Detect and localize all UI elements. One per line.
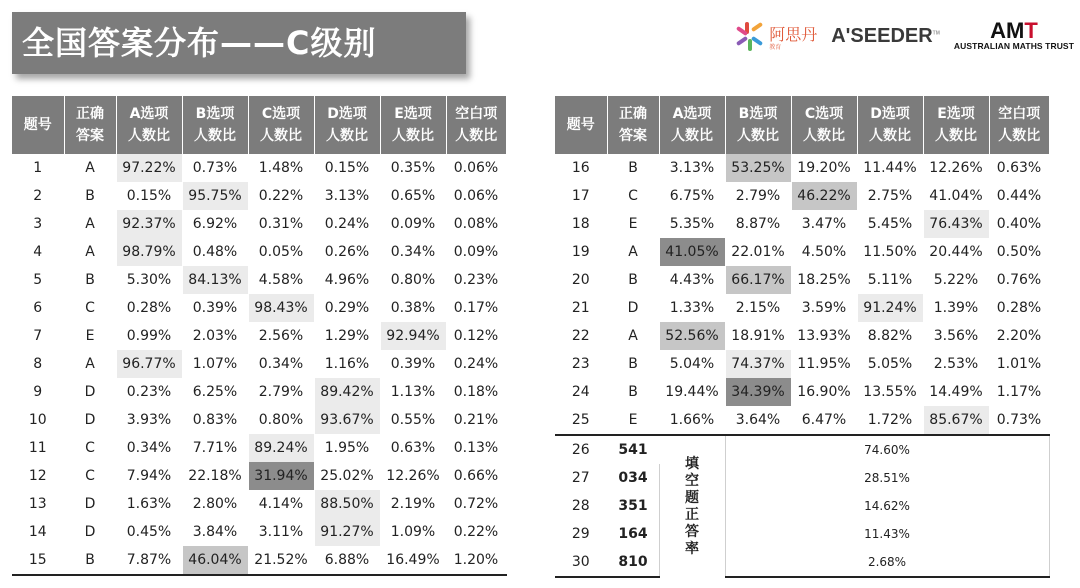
percent-cell: 0.39% — [380, 350, 446, 378]
percent-cell: 6.25% — [182, 378, 248, 406]
percent-cell: 2.79% — [248, 378, 314, 406]
question-number: 13 — [12, 490, 64, 518]
column-header: C选项 人数比 — [791, 96, 857, 154]
percent-cell: 5.22% — [923, 266, 989, 294]
question-number: 29 — [555, 520, 607, 548]
table-row — [12, 546, 506, 575]
question-number: 10 — [12, 406, 64, 434]
percent-cell: 5.04% — [659, 350, 725, 378]
question-number: 6 — [12, 294, 64, 322]
percent-cell: 0.73% — [182, 154, 248, 182]
percent-cell: 5.45% — [857, 210, 923, 238]
table-row — [555, 322, 1049, 350]
correct-answer: 164 — [607, 520, 659, 548]
percent-cell: 13.93% — [791, 322, 857, 350]
question-number: 5 — [12, 266, 64, 294]
percent-cell: 1.29% — [314, 322, 380, 350]
question-number: 19 — [555, 238, 607, 266]
percent-cell: 0.73% — [989, 406, 1049, 435]
percent-cell: 98.43% — [248, 294, 314, 322]
fill-row — [555, 492, 1049, 520]
percent-cell: 0.45% — [116, 518, 182, 546]
question-number: 22 — [555, 322, 607, 350]
fill-row — [555, 435, 1049, 464]
table-row — [555, 182, 1049, 210]
column-header: B选项 人数比 — [182, 96, 248, 154]
column-header: D选项 人数比 — [314, 96, 380, 154]
table-row — [12, 238, 506, 266]
percent-cell: 5.11% — [857, 266, 923, 294]
question-number: 23 — [555, 350, 607, 378]
percent-cell: 0.38% — [380, 294, 446, 322]
percent-cell: 13.55% — [857, 378, 923, 406]
answer-table-left — [12, 96, 507, 576]
table-row — [12, 406, 506, 434]
percent-cell: 0.23% — [116, 378, 182, 406]
question-number: 4 — [12, 238, 64, 266]
percent-cell: 20.44% — [923, 238, 989, 266]
percent-cell: 3.47% — [791, 210, 857, 238]
percent-cell: 1.72% — [857, 406, 923, 435]
question-number: 2 — [12, 182, 64, 210]
percent-cell: 0.44% — [989, 182, 1049, 210]
question-number: 28 — [555, 492, 607, 520]
percent-cell: 0.39% — [182, 294, 248, 322]
correct-answer: A — [64, 238, 116, 266]
percent-cell: 31.94% — [248, 462, 314, 490]
correct-answer: D — [607, 294, 659, 322]
column-header: 题号 — [12, 96, 64, 154]
percent-cell: 0.80% — [380, 266, 446, 294]
percent-cell: 0.72% — [446, 490, 506, 518]
percent-cell: 5.35% — [659, 210, 725, 238]
correct-answer: B — [64, 182, 116, 210]
table-row — [12, 266, 506, 294]
percent-cell: 52.56% — [659, 322, 725, 350]
fill-row — [555, 548, 1049, 577]
table-row — [12, 462, 506, 490]
percent-cell: 0.23% — [446, 266, 506, 294]
table-row — [12, 434, 506, 462]
header-row — [12, 96, 506, 154]
correct-answer: D — [64, 490, 116, 518]
question-number: 3 — [12, 210, 64, 238]
correct-answer: C — [64, 434, 116, 462]
percent-cell: 0.34% — [380, 238, 446, 266]
amt-mark-left: AM — [990, 18, 1025, 43]
percent-cell: 0.28% — [116, 294, 182, 322]
question-number: 30 — [555, 548, 607, 577]
percent-cell: 0.50% — [989, 238, 1049, 266]
table-row — [555, 406, 1049, 435]
percent-cell: 0.26% — [314, 238, 380, 266]
correct-answer: B — [607, 350, 659, 378]
percent-cell: 5.30% — [116, 266, 182, 294]
percent-cell: 0.24% — [314, 210, 380, 238]
percent-cell: 88.50% — [314, 490, 380, 518]
percent-cell: 22.01% — [725, 238, 791, 266]
percent-cell: 3.13% — [659, 154, 725, 182]
percent-cell: 1.39% — [923, 294, 989, 322]
aseeder-text: A'SEEDER — [831, 24, 933, 47]
percent-cell: 0.22% — [446, 518, 506, 546]
fill-rate-label-char: 空 — [685, 472, 699, 489]
table-row — [12, 294, 506, 322]
fill-rate-value: 74.60% — [725, 435, 1049, 464]
fill-rate-label-char: 答 — [685, 523, 699, 540]
percent-cell: 0.76% — [989, 266, 1049, 294]
percent-cell: 6.88% — [314, 546, 380, 575]
column-header: D选项 人数比 — [857, 96, 923, 154]
asi-sub: 教育 — [769, 43, 782, 51]
correct-answer: 351 — [607, 492, 659, 520]
percent-cell: 1.17% — [989, 378, 1049, 406]
correct-answer: B — [607, 154, 659, 182]
percent-cell: 12.26% — [923, 154, 989, 182]
percent-cell: 8.87% — [725, 210, 791, 238]
percent-cell: 3.13% — [314, 182, 380, 210]
percent-cell: 19.44% — [659, 378, 725, 406]
column-header: A选项 人数比 — [116, 96, 182, 154]
column-header: 题号 — [555, 96, 607, 154]
percent-cell: 0.99% — [116, 322, 182, 350]
percent-cell: 53.25% — [725, 154, 791, 182]
correct-answer: E — [64, 322, 116, 350]
percent-cell: 0.35% — [380, 154, 446, 182]
percent-cell: 0.66% — [446, 462, 506, 490]
percent-cell: 16.49% — [380, 546, 446, 575]
question-number: 8 — [12, 350, 64, 378]
correct-answer: A — [64, 154, 116, 182]
percent-cell: 0.24% — [446, 350, 506, 378]
table-row — [555, 378, 1049, 406]
percent-cell: 66.17% — [725, 266, 791, 294]
question-number: 24 — [555, 378, 607, 406]
percent-cell: 1.07% — [182, 350, 248, 378]
column-header: 空白项 人数比 — [446, 96, 506, 154]
logo-bar — [735, 16, 1074, 56]
column-header: A选项 人数比 — [659, 96, 725, 154]
page-title: 全国答案分布——C级别 — [12, 12, 466, 74]
percent-cell: 7.87% — [116, 546, 182, 575]
percent-cell: 11.95% — [791, 350, 857, 378]
question-number: 1 — [12, 154, 64, 182]
percent-cell: 46.22% — [791, 182, 857, 210]
percent-cell: 3.59% — [791, 294, 857, 322]
percent-cell: 0.31% — [248, 210, 314, 238]
fill-row — [555, 464, 1049, 492]
header-row — [555, 96, 1049, 154]
correct-answer: C — [64, 462, 116, 490]
fill-row — [555, 520, 1049, 548]
aseeder-tm: TM — [932, 29, 940, 36]
percent-cell: 7.94% — [116, 462, 182, 490]
correct-answer: B — [607, 266, 659, 294]
correct-answer: 810 — [607, 548, 659, 577]
percent-cell: 74.37% — [725, 350, 791, 378]
percent-cell: 46.04% — [182, 546, 248, 575]
percent-cell: 18.91% — [725, 322, 791, 350]
correct-answer: A — [64, 350, 116, 378]
percent-cell: 0.80% — [248, 406, 314, 434]
table-row — [555, 154, 1049, 182]
column-header: B选项 人数比 — [725, 96, 791, 154]
percent-cell: 0.22% — [248, 182, 314, 210]
percent-cell: 0.05% — [248, 238, 314, 266]
correct-answer: A — [607, 238, 659, 266]
percent-cell: 3.84% — [182, 518, 248, 546]
correct-answer: E — [607, 210, 659, 238]
answer-table-right — [555, 96, 1050, 578]
fill-rate-value: 11.43% — [725, 520, 1049, 548]
question-number: 26 — [555, 435, 607, 464]
table-row — [555, 350, 1049, 378]
percent-cell: 91.27% — [314, 518, 380, 546]
question-number: 12 — [12, 462, 64, 490]
asi-flower-icon — [735, 21, 765, 51]
percent-cell: 96.77% — [116, 350, 182, 378]
percent-cell: 85.67% — [923, 406, 989, 435]
correct-answer: 541 — [607, 435, 659, 464]
percent-cell: 1.33% — [659, 294, 725, 322]
percent-cell: 84.13% — [182, 266, 248, 294]
table-row — [12, 350, 506, 378]
fill-rate-label — [659, 435, 725, 577]
question-number: 9 — [12, 378, 64, 406]
percent-cell: 1.13% — [380, 378, 446, 406]
fill-rate-label-char: 率 — [685, 540, 699, 557]
percent-cell: 0.83% — [182, 406, 248, 434]
percent-cell: 1.66% — [659, 406, 725, 435]
percent-cell: 41.05% — [659, 238, 725, 266]
percent-cell: 0.17% — [446, 294, 506, 322]
percent-cell: 0.63% — [989, 154, 1049, 182]
fill-rate-value: 14.62% — [725, 492, 1049, 520]
fill-rate-label-char: 题 — [685, 489, 699, 506]
percent-cell: 0.21% — [446, 406, 506, 434]
percent-cell: 4.43% — [659, 266, 725, 294]
fill-rate-label-char: 正 — [685, 506, 699, 523]
fill-rate-label-char: 填 — [685, 455, 699, 472]
percent-cell: 7.71% — [182, 434, 248, 462]
percent-cell: 12.26% — [380, 462, 446, 490]
percent-cell: 97.22% — [116, 154, 182, 182]
table-row — [12, 322, 506, 350]
percent-cell: 3.64% — [725, 406, 791, 435]
percent-cell: 0.09% — [446, 238, 506, 266]
percent-cell: 92.94% — [380, 322, 446, 350]
percent-cell: 0.55% — [380, 406, 446, 434]
percent-cell: 0.15% — [314, 154, 380, 182]
percent-cell: 3.56% — [923, 322, 989, 350]
percent-cell: 4.96% — [314, 266, 380, 294]
table-row — [555, 238, 1049, 266]
percent-cell: 89.24% — [248, 434, 314, 462]
column-header: 空白项 人数比 — [989, 96, 1049, 154]
amt-logo — [953, 18, 1074, 51]
percent-cell: 0.28% — [989, 294, 1049, 322]
percent-cell: 2.15% — [725, 294, 791, 322]
percent-cell: 0.63% — [380, 434, 446, 462]
table-row — [12, 490, 506, 518]
question-number: 27 — [555, 464, 607, 492]
correct-answer: D — [64, 378, 116, 406]
percent-cell: 4.58% — [248, 266, 314, 294]
percent-cell: 2.75% — [857, 182, 923, 210]
percent-cell: 1.09% — [380, 518, 446, 546]
percent-cell: 1.16% — [314, 350, 380, 378]
percent-cell: 22.18% — [182, 462, 248, 490]
percent-cell: 34.39% — [725, 378, 791, 406]
percent-cell: 14.49% — [923, 378, 989, 406]
question-number: 7 — [12, 322, 64, 350]
table-row — [12, 378, 506, 406]
amt-name: AUSTRALIAN MATHS TRUST — [953, 41, 1074, 51]
percent-cell: 5.05% — [857, 350, 923, 378]
percent-cell: 11.50% — [857, 238, 923, 266]
percent-cell: 2.03% — [182, 322, 248, 350]
table-row — [12, 182, 506, 210]
column-header: 正确 答案 — [607, 96, 659, 154]
percent-cell: 6.47% — [791, 406, 857, 435]
percent-cell: 16.90% — [791, 378, 857, 406]
correct-answer: D — [64, 518, 116, 546]
correct-answer: B — [607, 378, 659, 406]
table-row — [12, 518, 506, 546]
question-number: 21 — [555, 294, 607, 322]
fill-rate-value: 2.68% — [725, 548, 1049, 577]
percent-cell: 4.14% — [248, 490, 314, 518]
column-header: C选项 人数比 — [248, 96, 314, 154]
percent-cell: 0.06% — [446, 154, 506, 182]
correct-answer: B — [64, 266, 116, 294]
percent-cell: 0.09% — [380, 210, 446, 238]
percent-cell: 1.01% — [989, 350, 1049, 378]
question-number: 11 — [12, 434, 64, 462]
percent-cell: 0.48% — [182, 238, 248, 266]
column-header: 正确 答案 — [64, 96, 116, 154]
percent-cell: 2.19% — [380, 490, 446, 518]
percent-cell: 98.79% — [116, 238, 182, 266]
percent-cell: 0.18% — [446, 378, 506, 406]
correct-answer: D — [64, 406, 116, 434]
percent-cell: 6.75% — [659, 182, 725, 210]
percent-cell: 91.24% — [857, 294, 923, 322]
percent-cell: 0.34% — [116, 434, 182, 462]
table-row — [555, 294, 1049, 322]
percent-cell: 0.34% — [248, 350, 314, 378]
amt-mark-right: T — [1024, 18, 1038, 43]
percent-cell: 0.15% — [116, 182, 182, 210]
percent-cell: 2.80% — [182, 490, 248, 518]
percent-cell: 95.75% — [182, 182, 248, 210]
correct-answer: C — [607, 182, 659, 210]
percent-cell: 76.43% — [923, 210, 989, 238]
correct-answer: A — [607, 322, 659, 350]
correct-answer: A — [64, 210, 116, 238]
question-number: 16 — [555, 154, 607, 182]
percent-cell: 2.56% — [248, 322, 314, 350]
question-number: 17 — [555, 182, 607, 210]
percent-cell: 89.42% — [314, 378, 380, 406]
correct-answer: C — [64, 294, 116, 322]
table-row — [12, 210, 506, 238]
fill-rate-value: 28.51% — [725, 464, 1049, 492]
percent-cell: 3.11% — [248, 518, 314, 546]
question-number: 25 — [555, 406, 607, 435]
aseeder-logo — [831, 25, 940, 48]
percent-cell: 21.52% — [248, 546, 314, 575]
percent-cell: 18.25% — [791, 266, 857, 294]
percent-cell: 2.79% — [725, 182, 791, 210]
percent-cell: 3.93% — [116, 406, 182, 434]
percent-cell: 0.65% — [380, 182, 446, 210]
percent-cell: 1.63% — [116, 490, 182, 518]
percent-cell: 25.02% — [314, 462, 380, 490]
asi-logo — [735, 21, 817, 51]
correct-answer: B — [64, 546, 116, 575]
question-number: 15 — [12, 546, 64, 575]
table-row — [12, 154, 506, 182]
column-header: E选项 人数比 — [380, 96, 446, 154]
percent-cell: 0.12% — [446, 322, 506, 350]
correct-answer: E — [607, 406, 659, 435]
percent-cell: 0.29% — [314, 294, 380, 322]
correct-answer: 034 — [607, 464, 659, 492]
percent-cell: 0.13% — [446, 434, 506, 462]
percent-cell: 0.08% — [446, 210, 506, 238]
question-number: 18 — [555, 210, 607, 238]
percent-cell: 2.20% — [989, 322, 1049, 350]
column-header: E选项 人数比 — [923, 96, 989, 154]
question-number: 14 — [12, 518, 64, 546]
percent-cell: 2.53% — [923, 350, 989, 378]
percent-cell: 41.04% — [923, 182, 989, 210]
percent-cell: 1.48% — [248, 154, 314, 182]
percent-cell: 0.40% — [989, 210, 1049, 238]
percent-cell: 8.82% — [857, 322, 923, 350]
question-number: 20 — [555, 266, 607, 294]
asi-name: 阿思丹 — [769, 24, 818, 44]
percent-cell: 6.92% — [182, 210, 248, 238]
percent-cell: 93.67% — [314, 406, 380, 434]
percent-cell: 92.37% — [116, 210, 182, 238]
percent-cell: 4.50% — [791, 238, 857, 266]
percent-cell: 11.44% — [857, 154, 923, 182]
percent-cell: 19.20% — [791, 154, 857, 182]
percent-cell: 1.20% — [446, 546, 506, 575]
table-row — [555, 210, 1049, 238]
percent-cell: 0.06% — [446, 182, 506, 210]
percent-cell: 1.95% — [314, 434, 380, 462]
table-row — [555, 266, 1049, 294]
